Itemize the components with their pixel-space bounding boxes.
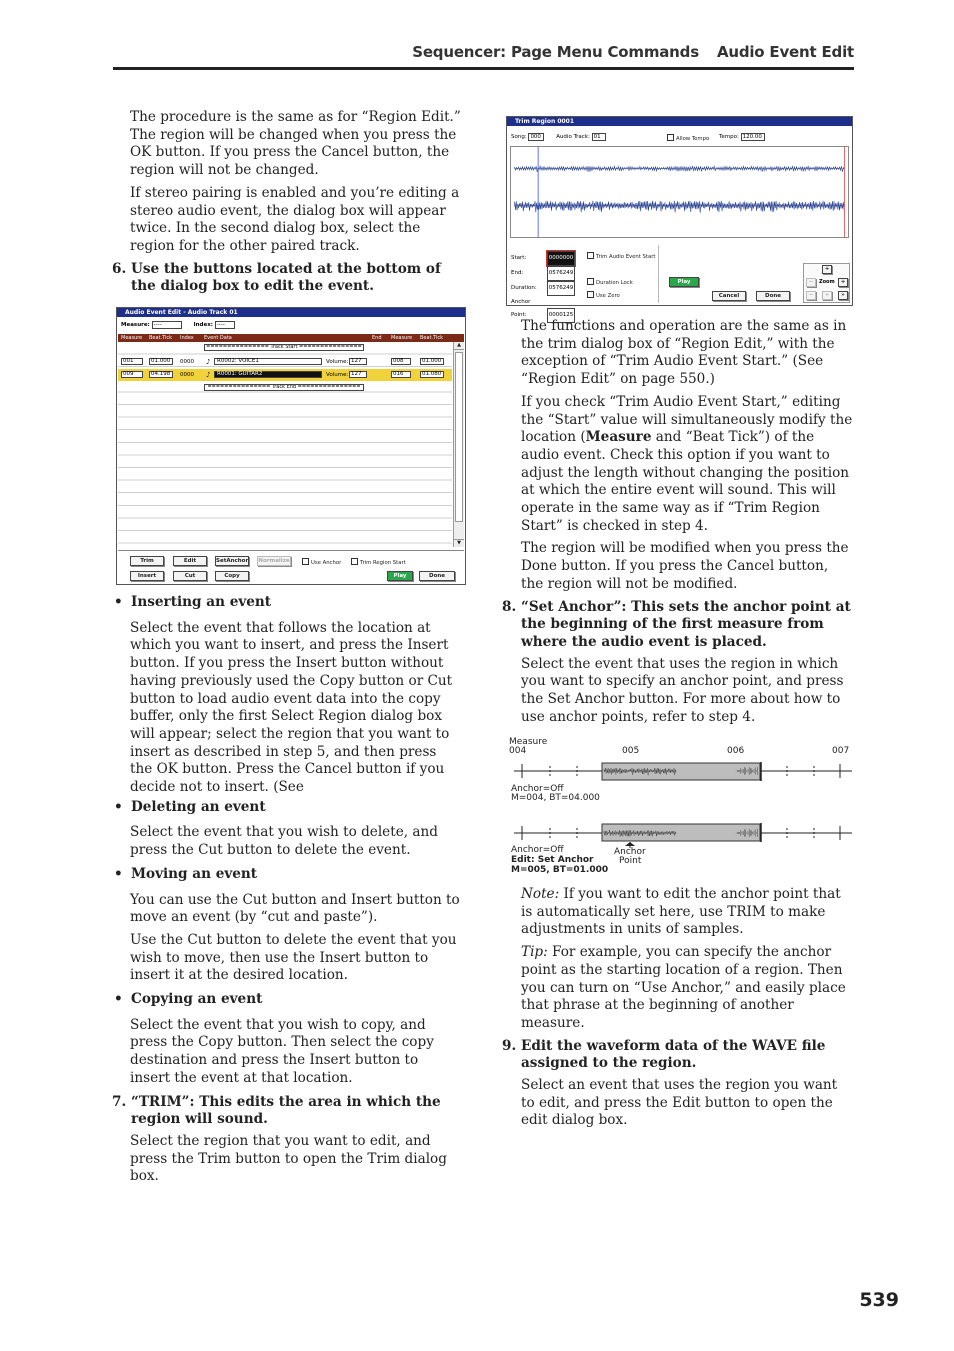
col-end-beat-tick: Beat.Tick bbox=[420, 335, 444, 341]
row-end-measure: 008 bbox=[391, 358, 411, 365]
cancel-button[interactable]: Cancel bbox=[712, 291, 746, 301]
row-event-data: R0001: GUITAR2 bbox=[214, 371, 322, 378]
end-label: End: bbox=[511, 270, 524, 276]
bottom-caption-1: Anchor=Off bbox=[511, 845, 564, 855]
col-measure: Measure bbox=[121, 335, 143, 341]
zoom-in-vertical-icon[interactable]: + bbox=[822, 265, 832, 274]
start-label: Start: bbox=[511, 255, 527, 261]
zoom-fit-icon[interactable]: « bbox=[822, 291, 832, 300]
row-end-measure: 016 bbox=[391, 371, 411, 378]
anchor-point-label: Anchor Point: bbox=[511, 299, 531, 318]
audio-event-edit-dialog bbox=[116, 307, 466, 585]
insert-button[interactable]: Insert bbox=[130, 571, 164, 581]
step-8 bbox=[502, 599, 854, 652]
bullet-dot: • bbox=[114, 594, 123, 610]
paragraph-bold: Measure bbox=[585, 429, 652, 446]
cut-button[interactable]: Cut bbox=[173, 571, 207, 581]
bullet-paragraph: You can use the Cut button and Insert button to move an event (by “cut and paste”). bbox=[130, 891, 460, 926]
header-text bbox=[412, 43, 854, 61]
row-index: 0000 bbox=[180, 372, 194, 378]
measure-label: Measure: bbox=[121, 322, 150, 328]
col-beat-tick: Beat.Tick bbox=[149, 335, 173, 341]
done-button[interactable]: Done bbox=[756, 291, 790, 301]
running-header bbox=[113, 40, 854, 70]
measure-label: Measure bbox=[509, 737, 548, 747]
row-beat: 01.000 bbox=[149, 358, 173, 365]
left-column-top bbox=[112, 109, 462, 300]
row-measure: 009 bbox=[121, 371, 143, 378]
row-measure: 001 bbox=[121, 358, 143, 365]
right-column-bottom bbox=[502, 886, 854, 1135]
use-zero-checkbox[interactable]: Use Zero bbox=[587, 291, 620, 299]
measure-007: 007 bbox=[832, 746, 850, 756]
header-section: Sequencer: Page Menu Commands bbox=[412, 43, 699, 61]
measure-field[interactable]: ---- bbox=[152, 321, 182, 329]
song-field[interactable]: 000 bbox=[528, 133, 544, 141]
play-button[interactable]: Play bbox=[669, 277, 699, 287]
audio-track-label: Audio Track: bbox=[556, 134, 590, 140]
track-end-marker: =============== Track End =============== bbox=[204, 384, 364, 391]
anchor-point-label-2: Point bbox=[619, 856, 642, 866]
anchor-point-field[interactable]: 0000125 bbox=[547, 308, 575, 323]
row-end-beat: 01.080 bbox=[420, 371, 444, 378]
zoom-max-icon[interactable]: » bbox=[838, 291, 848, 300]
scroll-down-icon[interactable]: ▼ bbox=[454, 539, 464, 547]
dialog-title: Audio Event Edit - Audio Track 01 bbox=[117, 308, 465, 317]
measure-006: 006 bbox=[727, 746, 745, 756]
bullet-paragraph: Select the event that you wish to delete, and press the Cut button to delete the event. bbox=[130, 824, 438, 859]
note-label: Note: bbox=[521, 886, 560, 902]
bullet-title: Inserting an event bbox=[131, 594, 272, 610]
zoom-panel bbox=[803, 263, 850, 303]
waveform-display[interactable] bbox=[510, 146, 849, 238]
bullet-dot: • bbox=[114, 865, 123, 882]
tempo-label: Tempo: bbox=[719, 134, 739, 140]
step-text: “Set Anchor”: This sets the anchor point at the beginning of the first measure from where the audio event is placed. bbox=[521, 598, 851, 650]
step-number: 6. bbox=[112, 260, 127, 277]
step-number: 7. bbox=[112, 1093, 127, 1110]
bullet-paragraph: Select the event that follows the location at which you want to insert, and press the Insert button. If you press the Insert button without having previously used the Copy button or Cut button to load audio event data into the copy buffer, only the first Select Region dialog box will appear; select the region that you want to insert as described in step 5, and then press the OK button. Press the Cancel button if you decide not to insert. (See bbox=[130, 619, 453, 796]
step-6 bbox=[112, 261, 462, 296]
dialog-title: Trim Region 0001 bbox=[507, 117, 852, 126]
bullet-dot: • bbox=[114, 991, 123, 1008]
step-text: Edit the waveform data of the WAVE file assigned to the region. bbox=[521, 1037, 826, 1072]
set-anchor-button[interactable]: SetAnchor bbox=[216, 558, 249, 564]
right-column-top bbox=[502, 318, 854, 731]
row-volume-label: Volume: bbox=[326, 372, 349, 378]
bullet-moving bbox=[112, 866, 462, 884]
play-button[interactable]: Play bbox=[387, 571, 413, 581]
bullet-deleting bbox=[112, 799, 462, 817]
table-row[interactable] bbox=[118, 369, 452, 381]
column-header-bar bbox=[118, 334, 464, 342]
col-end: End bbox=[372, 335, 382, 341]
tip-label: Tip: bbox=[521, 944, 548, 961]
row-index: 0000 bbox=[180, 359, 194, 365]
top-caption-1: Anchor=Off bbox=[511, 784, 564, 794]
song-label: Song: bbox=[511, 134, 527, 140]
list-scrollbar[interactable] bbox=[453, 342, 464, 547]
bullet-paragraph: Select the event that you wish to copy, and press the Copy button. Then select the copy destination and press the Insert button to insert the event at that location. bbox=[130, 1016, 434, 1086]
scroll-thumb[interactable] bbox=[455, 352, 463, 522]
bottom-caption-2: Edit: Set Anchor bbox=[511, 855, 594, 865]
bullet-title: Deleting an event bbox=[131, 798, 266, 815]
intro-paragraph: The procedure is the same as for “Region Edit.” The region will be changed when you press the OK button. If you press the Cancel button, the region will not be changed. bbox=[130, 109, 461, 179]
button-panel bbox=[118, 550, 464, 583]
index-field[interactable]: ---- bbox=[215, 321, 235, 329]
paragraph: The region will be modified when you press the Done button. If you press the Cancel button, the region will not be modified. bbox=[521, 540, 849, 592]
index-label: Index: bbox=[193, 322, 213, 328]
divider bbox=[658, 245, 659, 303]
step-7 bbox=[112, 1094, 462, 1129]
done-button[interactable]: Done bbox=[419, 571, 455, 581]
step-paragraph: Select an event that uses the region you want to edit, and press the Edit button to open the edit dialog box. bbox=[521, 1077, 838, 1129]
zoom-out-horizontal-icon[interactable]: − bbox=[806, 278, 816, 287]
step-text: “TRIM”: This edits the area in which the region will sound. bbox=[131, 1093, 441, 1128]
row-volume: 127 bbox=[349, 371, 367, 378]
end-field[interactable]: 0576249 bbox=[547, 266, 575, 281]
bottom-caption-3: M=005, BT=01.000 bbox=[511, 865, 609, 875]
row-event-data: R0002: VOICE1 bbox=[214, 358, 322, 365]
zoom-out-vertical-icon[interactable]: − bbox=[806, 291, 816, 300]
note-text: If you want to edit the anchor point that is automatically set here, use TRIM to make adjustments in units of samples. bbox=[521, 886, 841, 938]
audio-track-field[interactable]: 01 bbox=[592, 133, 606, 141]
left-column-bottom bbox=[112, 594, 462, 1191]
allow-tempo-checkbox[interactable]: Allow Tempo bbox=[667, 134, 709, 142]
duration-label: Duration: bbox=[511, 285, 537, 291]
bullet-paragraph: Use the Cut button to delete the event that you wish to move, then use the Insert button to insert it at the desired location. bbox=[130, 931, 457, 984]
bullet-title: Moving an event bbox=[131, 865, 258, 882]
anchor-point-label-1: Anchor bbox=[614, 847, 646, 857]
trim-button[interactable]: Trim bbox=[130, 556, 164, 566]
header-page-title: Audio Event Edit bbox=[716, 43, 854, 61]
row-volume-label: Volume: bbox=[326, 359, 349, 365]
speaker-icon: ♪ bbox=[206, 358, 211, 366]
start-field[interactable]: 0000000 bbox=[547, 251, 575, 266]
duration-lock-checkbox[interactable]: Duration Lock bbox=[587, 278, 633, 286]
paragraph: The functions and operation are the same as in the trim dialog box of “Region Edit,” with the exception of “Trim Audio Event Start.” (See “Region Edit” on page 550.) bbox=[521, 318, 847, 388]
bullet-dot: • bbox=[114, 798, 123, 815]
col-event-data: Event Data bbox=[204, 335, 232, 341]
measure-005: 005 bbox=[622, 746, 640, 756]
tempo-field[interactable]: 120.00 bbox=[741, 133, 765, 141]
edit-button[interactable]: Edit bbox=[173, 556, 207, 566]
row-beat: 04.198 bbox=[149, 371, 173, 378]
step-number: 9. bbox=[502, 1037, 517, 1054]
duration-field[interactable]: 0576249 bbox=[547, 281, 575, 296]
step-text: Use the buttons located at the bottom of the dialog box to edit the event. bbox=[131, 260, 441, 295]
table-row[interactable] bbox=[118, 356, 452, 368]
step-number: 8. bbox=[502, 598, 517, 615]
zoom-label: Zoom bbox=[819, 279, 835, 285]
page-number: 539 bbox=[859, 1289, 899, 1311]
copy-button[interactable]: Copy bbox=[215, 571, 249, 581]
step-9 bbox=[502, 1038, 854, 1073]
col-end-measure: Measure bbox=[391, 335, 413, 341]
top-caption-2: M=004, BT=04.000 bbox=[511, 793, 600, 803]
tip-text: For example, you can specify the anchor point as the starting location of a region. Then you can turn on “Use Anchor,” and easily place that phrase at the beginning of another measure. bbox=[521, 944, 846, 1031]
col-index: Index bbox=[180, 335, 194, 341]
step-paragraph: Select the event that uses the region in which you want to specify an anchor point, and press the Set Anchor button. For more about how to use anchor points, refer to step 4. bbox=[521, 655, 844, 725]
bullet-copying bbox=[112, 991, 462, 1009]
zoom-in-horizontal-icon[interactable]: + bbox=[838, 278, 848, 287]
measure-004: 004 bbox=[509, 746, 527, 756]
note-paragraph bbox=[521, 886, 854, 939]
paragraph bbox=[521, 394, 854, 536]
tip-paragraph bbox=[521, 944, 854, 1033]
track-start-marker: =============== Track Start =============== bbox=[204, 344, 364, 351]
row-end-beat: 01.000 bbox=[420, 358, 444, 365]
bullet-title: Copying an event bbox=[131, 991, 263, 1008]
trim-region-dialog bbox=[506, 116, 853, 318]
row-volume: 127 bbox=[349, 358, 367, 365]
intro-paragraph: If stereo pairing is enabled and you’re editing a stereo audio event, the dialog box will appear twice. In the second dialog box, select the region for the other paired track. bbox=[130, 184, 460, 254]
trim-region-start-checkbox[interactable]: Trim Region Start bbox=[351, 558, 406, 566]
speaker-icon: ♪ bbox=[206, 371, 211, 379]
anchor-figure bbox=[506, 736, 854, 878]
step-paragraph: Select the region that you want to edit, and press the Trim button to open the Trim dialog box. bbox=[130, 1132, 447, 1185]
paragraph-part: If you check “Trim Audio Event Start,” editing the “Start” value will simultaneously modify the location ( bbox=[521, 393, 853, 446]
use-anchor-checkbox[interactable]: Use Anchor bbox=[302, 558, 341, 566]
scroll-up-icon[interactable]: ▲ bbox=[454, 342, 464, 350]
normalize-button[interactable]: Normalize bbox=[258, 558, 290, 564]
bullet-inserting bbox=[112, 594, 462, 612]
paragraph-part: and “Beat Tick”) of the audio event. Check this option if you want to adjust the length without changing the position at which the entire event will sound. This will operate in the same way as if “Trim Region Start” is checked in step 4. bbox=[521, 429, 850, 534]
trim-audio-event-start-checkbox[interactable]: Trim Audio Event Start bbox=[587, 252, 656, 260]
event-list[interactable] bbox=[118, 342, 452, 547]
